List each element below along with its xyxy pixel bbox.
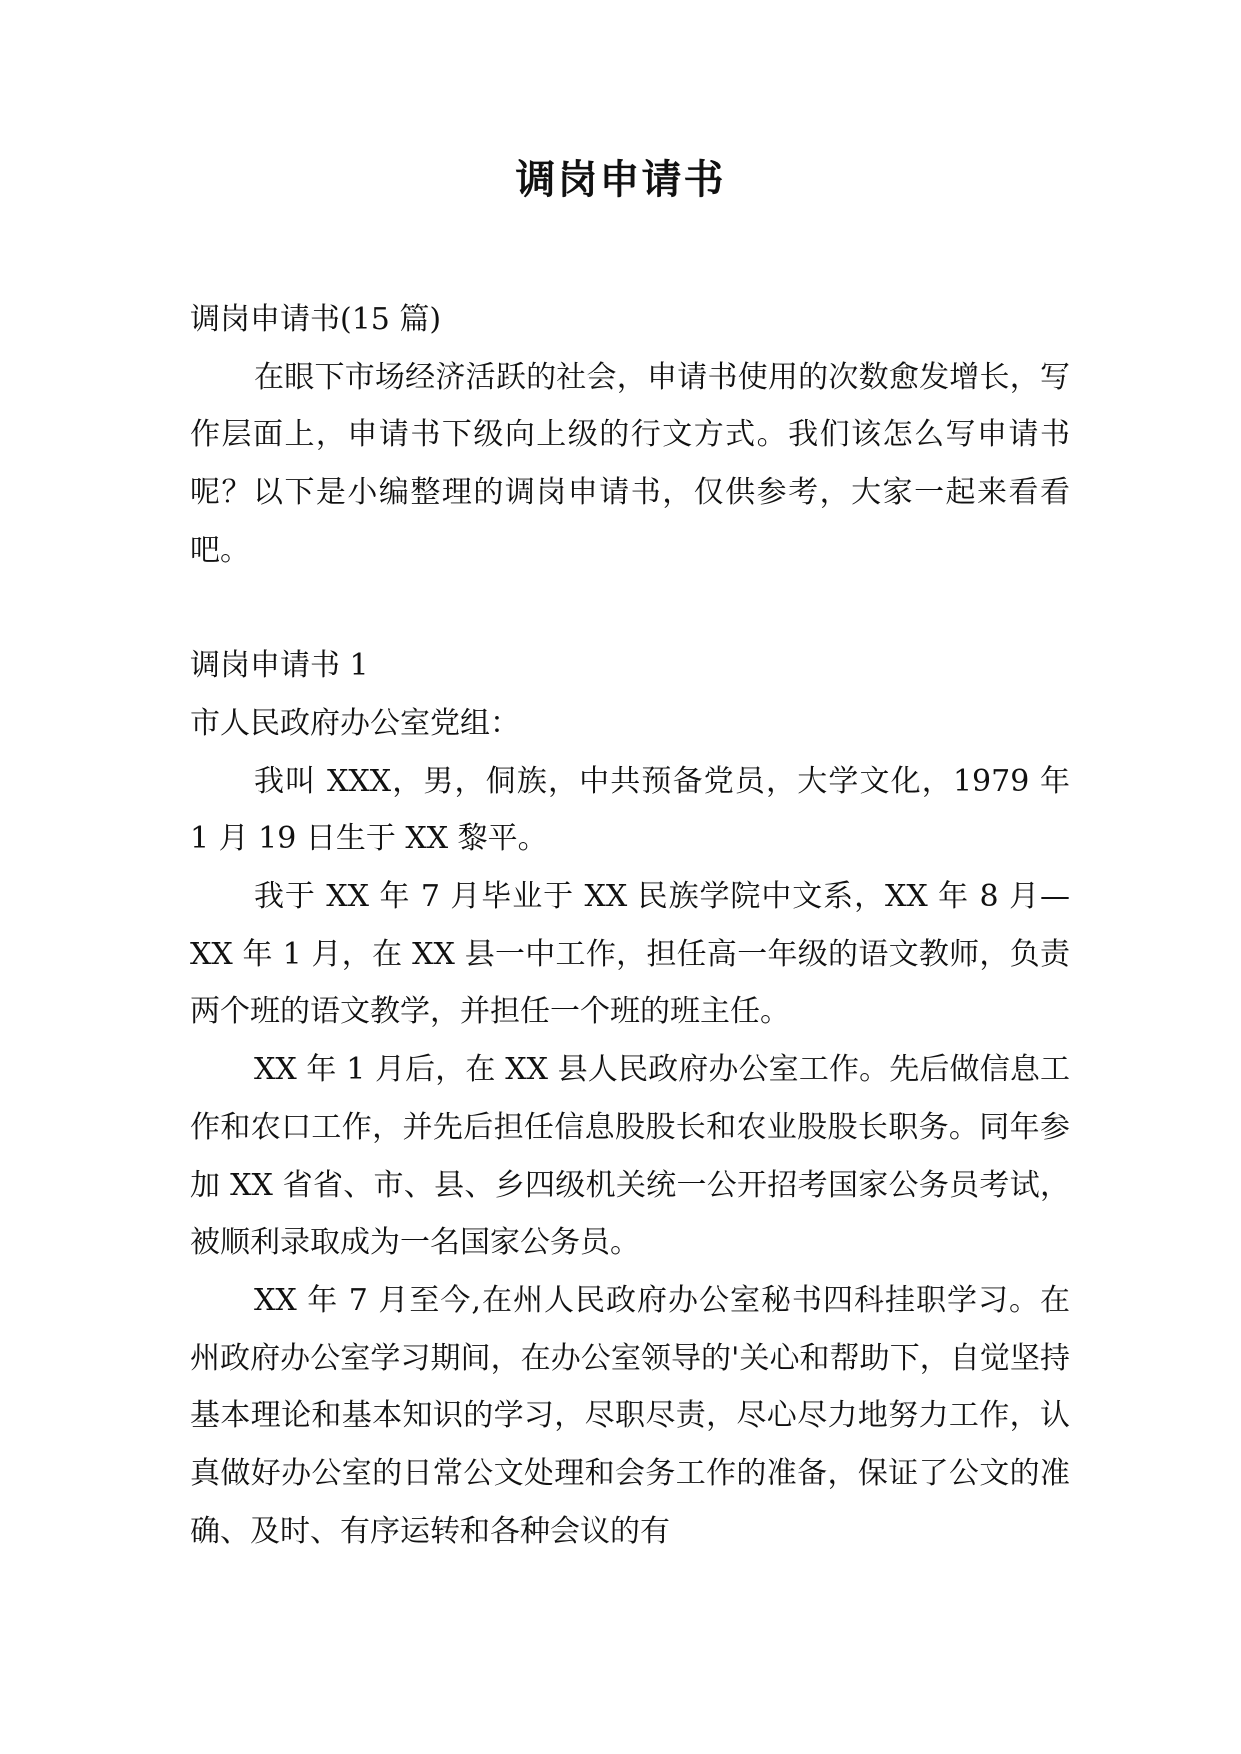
- section-spacer: [190, 580, 1070, 638]
- salutation: 市人民政府办公室党组：: [190, 705, 520, 741]
- section-heading: 调岗申请书 1: [190, 648, 369, 684]
- document-body: [190, 291, 1070, 1560]
- body-paragraph: XX 年 7 月至今,在州人民政府办公室秘书四科挂职学习。在州政府办公室学习期间，在办公室领导的'关心和帮助下，自觉坚持基本理论和基本知识的学习，尽职尽责，尽心尽力地努力工作，认真做好办公室的日常公文处理和会务工作的准备，保证了公文的准确、及时、有序运转和各种会议的有: [190, 1282, 1070, 1549]
- body-paragraph: XX 年 1 月后，在 XX 县人民政府办公室工作。先后做信息工作和农口工作，并先后担任信息股股长和农业股股长职务。同年参加 XX 省省、市、县、乡四级机关统一公开招考国家公务员考试，被顺利录取成为一名国家公务员。: [190, 1052, 1070, 1261]
- body-paragraph: 我于 XX 年 7 月毕业于 XX 民族学院中文系，XX 年 8 月—XX 年 1 月，在 XX 县一中工作，担任高一年级的语文教师，负责两个班的语文教学，并担任一个班的班主任。: [190, 879, 1070, 1030]
- intro-paragraph: 在眼下市场经济活跃的社会，申请书使用的次数愈发增长，写作层面上，申请书下级向上级的行文方式。我们该怎么写申请书呢？以下是小编整理的调岗申请书，仅供参考，大家一起来看看吧。: [190, 359, 1070, 568]
- document-title: 调岗申请书: [515, 157, 726, 203]
- body-paragraph: 我叫 XXX，男，侗族，中共预备党员，大学文化，1979 年 1 月 19 日生于 XX 黎平。: [190, 763, 1070, 857]
- document-subtitle: 调岗申请书(15 篇): [190, 302, 442, 337]
